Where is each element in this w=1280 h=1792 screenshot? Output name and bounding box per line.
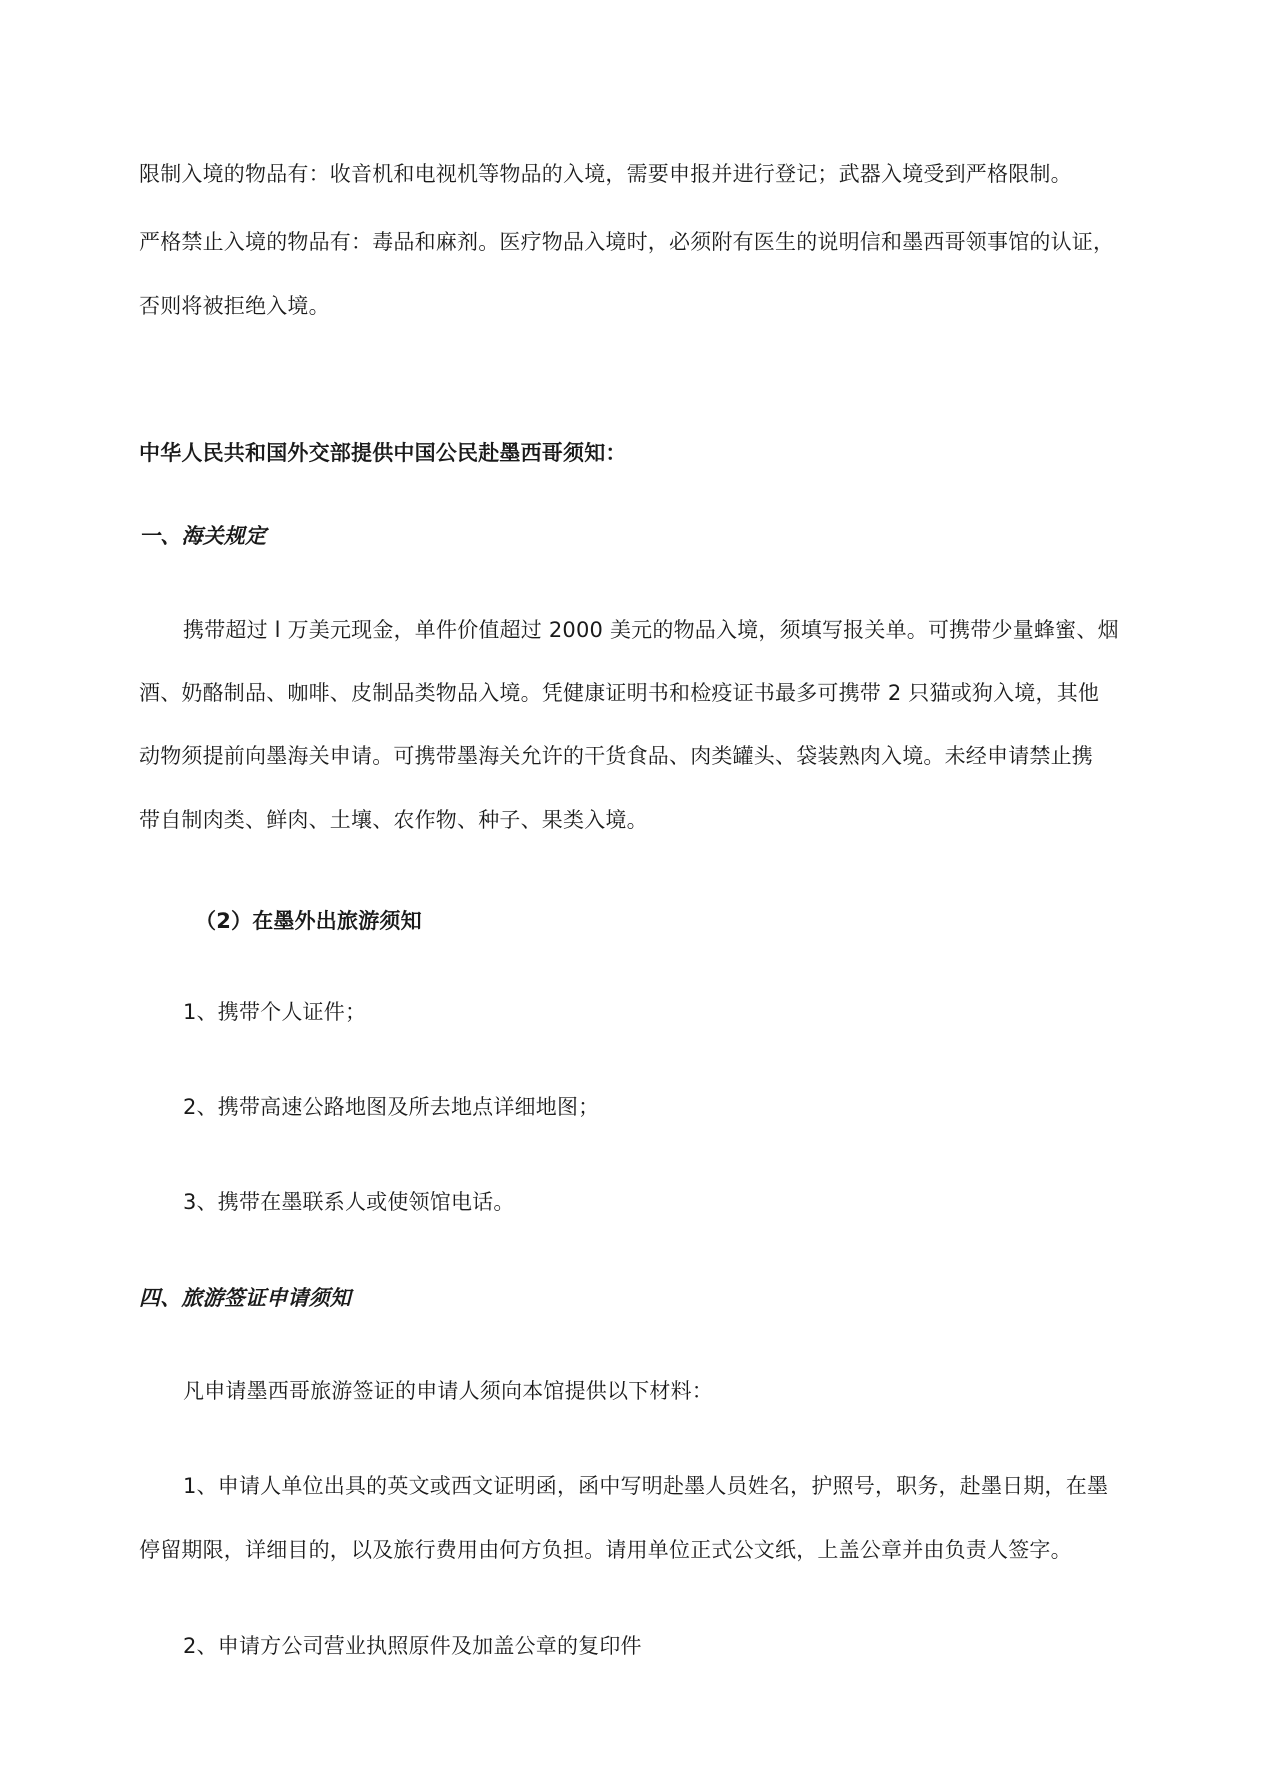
visa-intro: 凡申请墨西哥旅游签证的申请人须向本馆提供以下材料：	[183, 1379, 713, 1403]
intro-line-3: 否则将被拒绝入境。	[139, 294, 330, 318]
travel-item-3: 3、携带在墨联系人或使领馆电话。	[183, 1190, 515, 1214]
intro-line-1: 限制入境的物品有：收音机和电视机等物品的入境，需要申报并进行登记；武器入境受到严格限制。	[139, 162, 1072, 186]
notice-title: 中华人民共和国外交部提供中国公民赴墨西哥须知：	[139, 441, 627, 465]
visa-item-1-line-1: 1、申请人单位出具的英文或西文证明函，函中写明赴墨人员姓名，护照号，职务，赴墨日期，在墨	[183, 1474, 1109, 1498]
travel-item-1: 1、携带个人证件；	[183, 1000, 367, 1024]
customs-line-2: 酒、奶酪制品、咖啡、皮制品类物品入境。凭健康证明书和检疫证书最多可携带 2 只猫或狗入境，其他	[139, 681, 1100, 705]
travel-heading: （2）在墨外出旅游须知	[195, 909, 422, 933]
travel-item-2: 2、携带高速公路地图及所去地点详细地图；	[183, 1095, 600, 1119]
customs-line-4: 带自制肉类、鲜肉、土壤、农作物、种子、果类入境。	[139, 808, 648, 832]
visa-item-1-line-2: 停留期限，详细目的，以及旅行费用由何方负担。请用单位正式公文纸，上盖公章并由负责人签字。	[139, 1538, 1072, 1562]
visa-item-2: 2、申请方公司营业执照原件及加盖公章的复印件	[183, 1634, 642, 1658]
customs-line-1: 携带超过 l 万美元现金，单件价值超过 2000 美元的物品入境，须填写报关单。可携带少量蜂蜜、烟	[183, 618, 1119, 642]
customs-heading: 一、海关规定	[139, 524, 267, 548]
intro-line-2: 严格禁止入境的物品有：毒品和麻剂。医疗物品入境时，必须附有医生的说明信和墨西哥领事馆的认证，	[139, 230, 1115, 254]
customs-line-3: 动物须提前向墨海关申请。可携带墨海关允许的干货食品、肉类罐头、袋装熟肉入境。未经申请禁止携	[139, 744, 1093, 768]
visa-heading: 四、旅游签证申请须知	[139, 1286, 351, 1310]
